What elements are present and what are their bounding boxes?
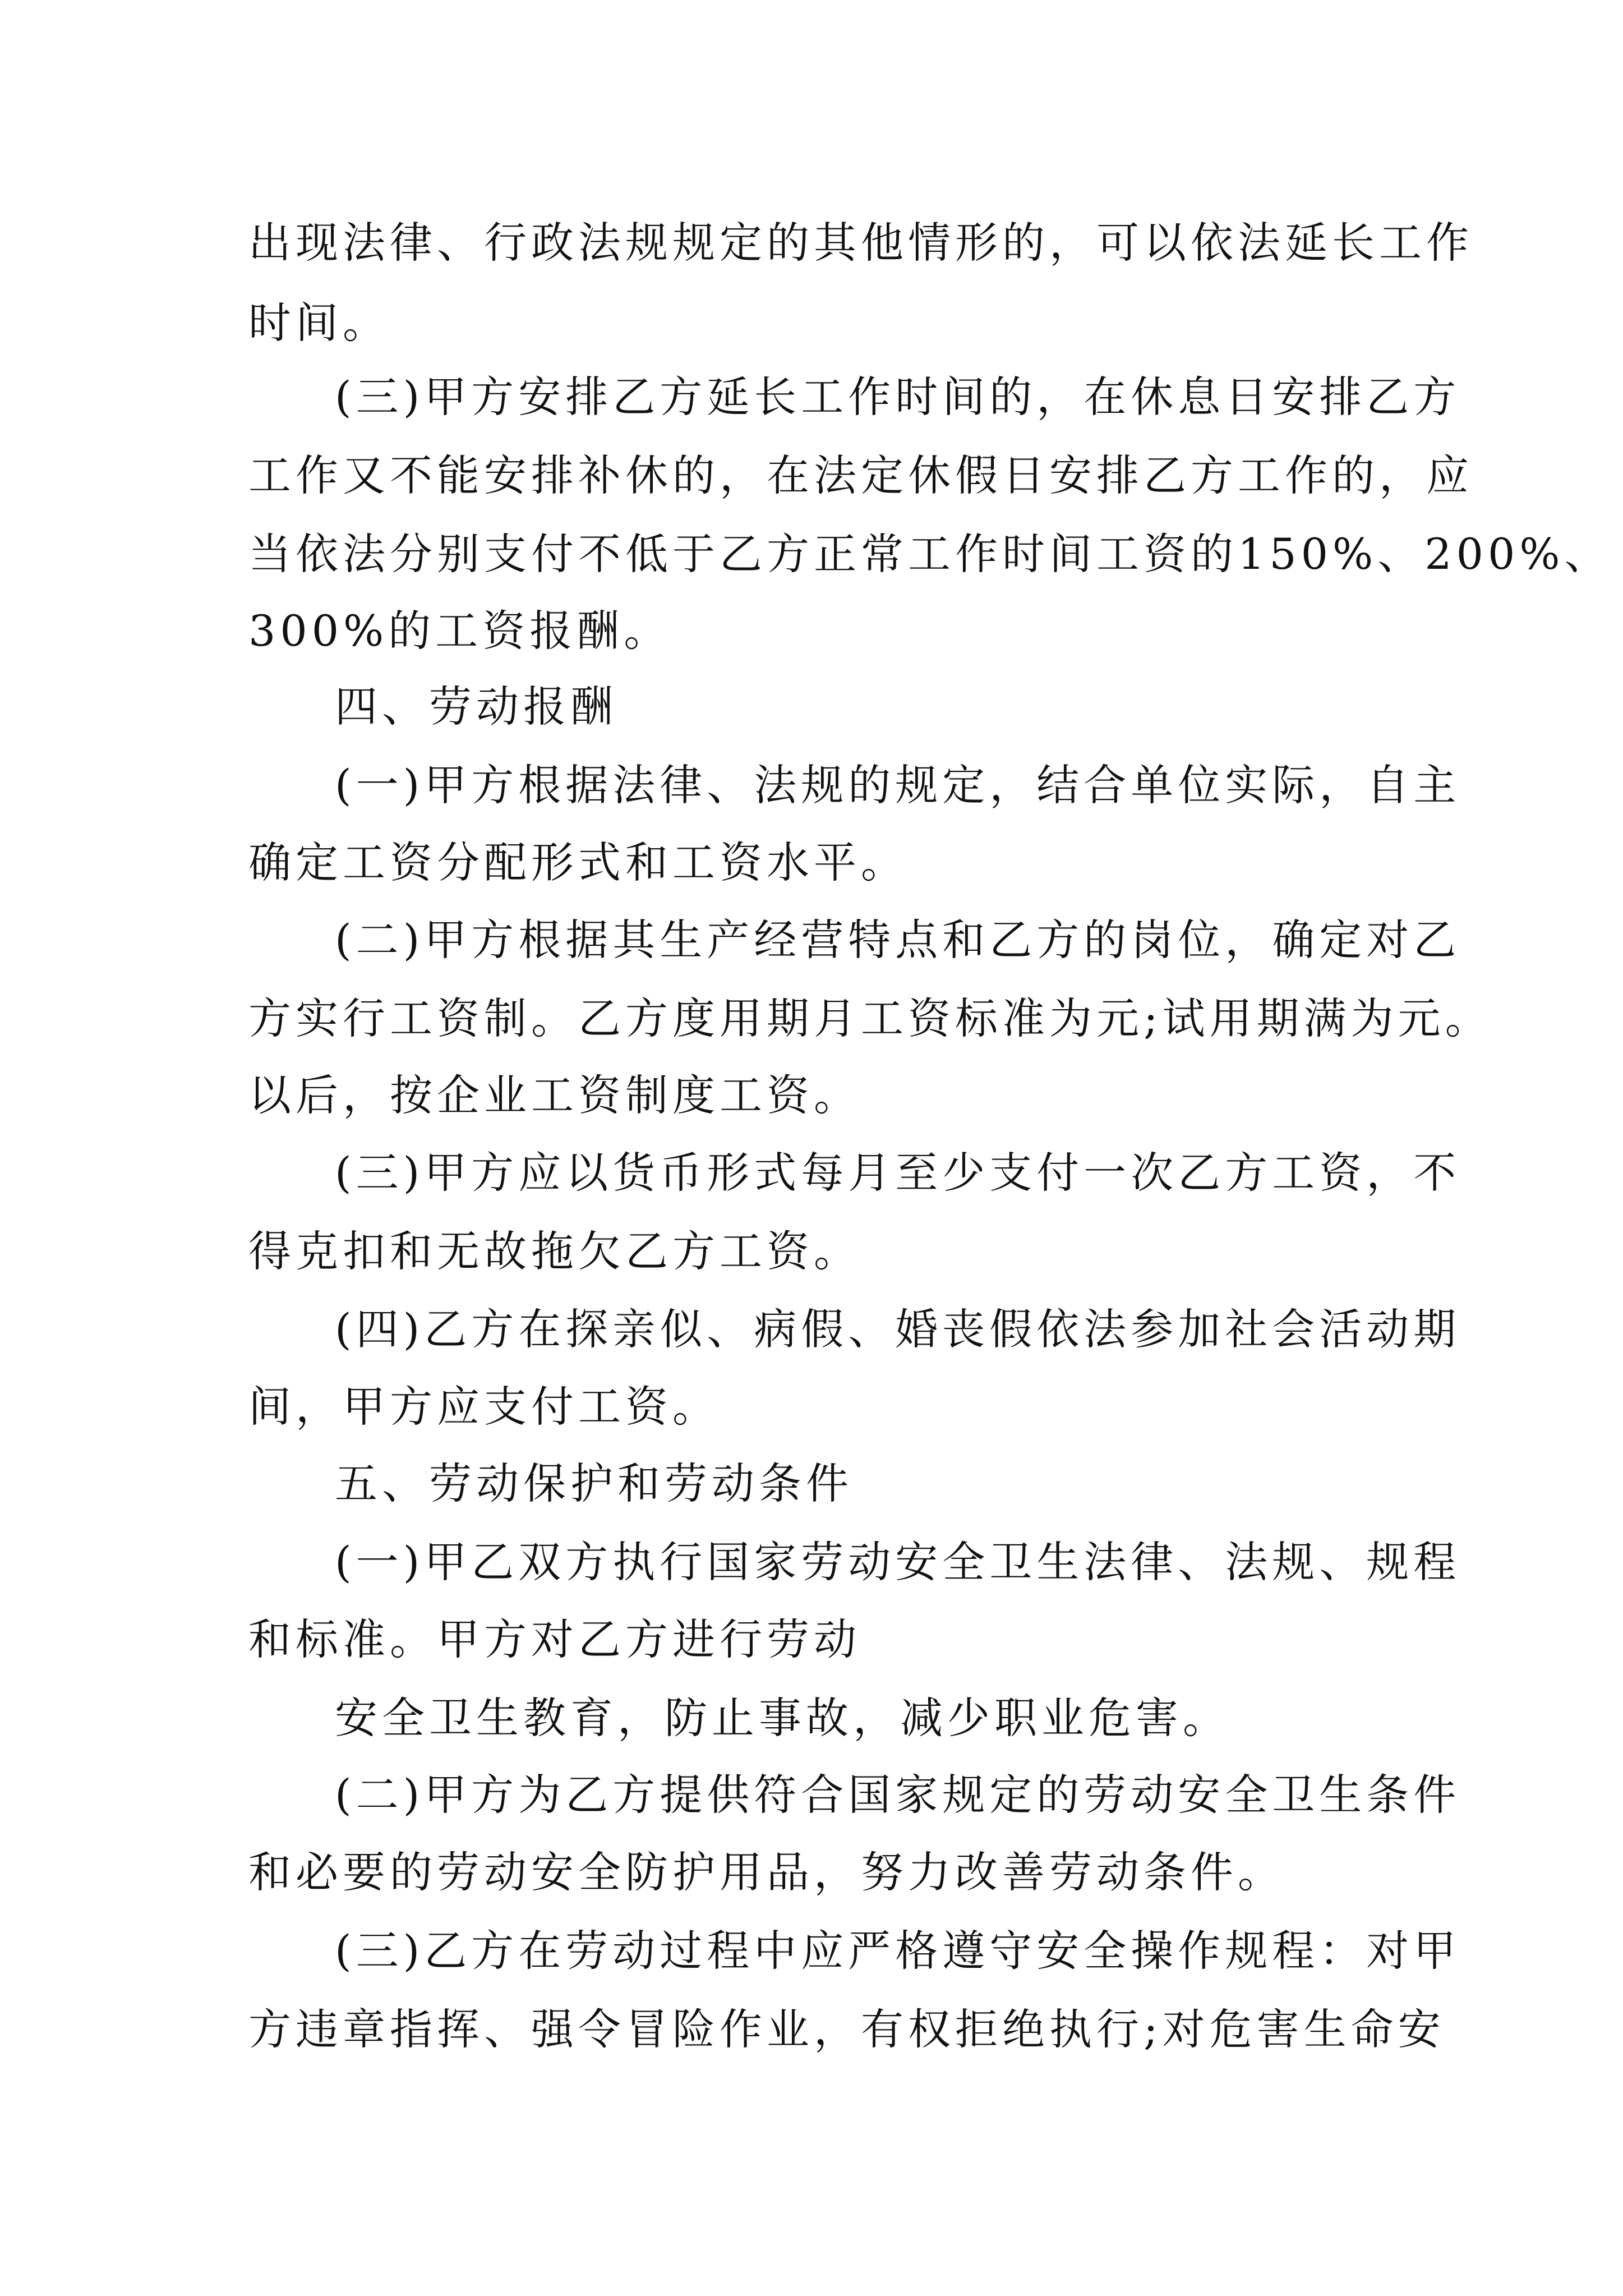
text-line: 和标准。甲方对乙方进行劳动 — [248, 1614, 861, 1664]
text-line: 得克扣和无故拖欠乙方工资。 — [248, 1226, 861, 1276]
text-line: (三)乙方在劳动过程中应严格遵守安全操作规程：对甲 — [335, 1926, 1461, 1976]
text-line: 出现法律、行政法规规定的其他情形的，可以依法延长工作 — [248, 218, 1473, 268]
text-line: 安全卫生教育，防止事故，减少职业危害。 — [335, 1693, 1230, 1743]
text-line: 确定工资分配形式和工资水平。 — [248, 838, 908, 887]
text-line: 和必要的劳动安全防护用品，努力改善劳动条件。 — [248, 1847, 1285, 1897]
text-line: (三)甲方安排乙方延长工作时间的，在休息日安排乙方 — [335, 372, 1461, 422]
text-line: (二)甲方根据其生产经营特点和乙方的岗位，确定对乙 — [335, 915, 1461, 965]
text-line: 方实行工资制。乙方度用期月工资标准为元;试用期满为元。 — [248, 993, 1492, 1043]
text-line: (一)甲方根据法律、法规的规定，结合单位实际，自主 — [335, 760, 1461, 810]
section-heading: 五、劳动保护和劳动条件 — [335, 1458, 853, 1508]
text-line: 300%的工资报酬。 — [248, 606, 671, 656]
text-line: 工作又不能安排补休的，在法定休假日安排乙方工作的，应 — [248, 450, 1473, 500]
text-line: (四)乙方在探亲似、病假、婚丧假依法参加社会活动期 — [335, 1304, 1461, 1354]
text-line: 间，甲方应支付工资。 — [248, 1382, 720, 1432]
text-line: (二)甲方为乙方提供符合国家规定的劳动安全卫生条件 — [335, 1770, 1461, 1820]
text-line: 以后，按企业工资制度工资。 — [248, 1070, 861, 1120]
text-line: 方违章指挥、强令冒险作业，有权拒绝执行;对危害生命安 — [248, 2004, 1445, 2054]
text-line: 时间。 — [248, 298, 390, 348]
text-line: (一)甲乙双方执行国家劳动安全卫生法律、法规、规程 — [335, 1537, 1461, 1587]
section-heading: 四、劳动报酬 — [335, 682, 617, 731]
text-line: (三)甲方应以货币形式每月至少支付一次乙方工资，不 — [335, 1148, 1461, 1198]
text-line: 当依法分别支付不低于乙方正常工作时间工资的150%、200%、 — [248, 529, 1612, 579]
